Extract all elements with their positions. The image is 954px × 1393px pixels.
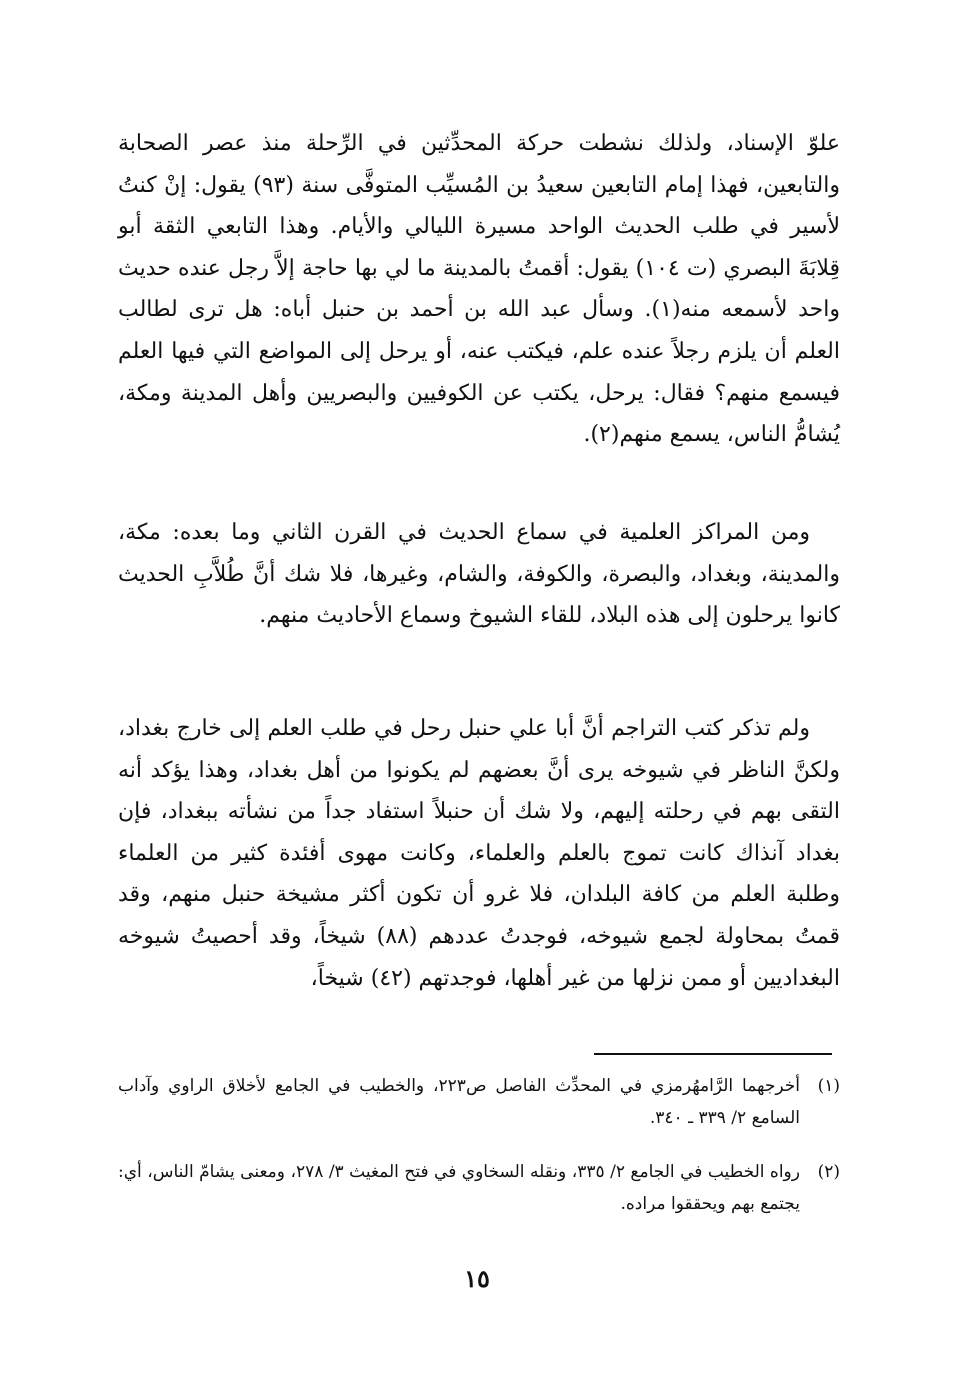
footnote-number: (١) [817,1076,840,1096]
footnote-text: رواه الخطيب في الجامع ٢/ ٣٣٥، ونقله السخاوي في فتح المغيث ٣/ ٢٧٨، ومعنى يشامّ الناس، أي: يجتمع بهم ويحققوا مراده. [118,1162,800,1214]
page-number: ١٥ [464,1264,490,1293]
body-paragraph-1: علوّ الإسناد، ولذلك نشطت حركة المحدِّثين في الرِّحلة منذ عصر الصحابة والتابعين، فهذا إمام التابعين سعيدُ بن المُسيِّب المتوفَّى سنة (٩٣) يقول: إنْ كنتُ لأسير في طلب الحديث الواحد مسيرة الليالي والأيام. وهذا التابعي الثقة أبو قِلابَةَ البصري (ت ١٠٤) يقول: أقمتُ بالمدينة ما لي بها حاجة إلاَّ رجل عنده حديث واحد لأسمعه منه(١). وسأل عبد الله بن أحمد بن حنبل أباه: هل ترى لطالب العلم أن يلزم رجلاً عنده علم، فيكتب عنه، أو يرحل إلى المواضع التي فيها العلم فيسمع منهم؟ فقال: يرحل، يكتب عن الكوفيين والبصريين وأهل المدينة ومكة، يُشامُّ الناس، يسمع منهم(٢). [118,131,841,448]
body-paragraph-3: ولم تذكر كتب التراجم أنَّ أبا علي حنبل رحل في طلب العلم إلى خارج بغداد، ولكنَّ الناظر في شيوخه يرى أنَّ بعضهم لم يكونوا من أهل بغداد، وهذا يؤكد أنه التقى بهم في رحلته إليهم، ولا شك أن حنبلاً استفاد جداً من نشأته ببغداد، فإن بغداد آنذاك كانت تموج بالعلم والعلماء، وكانت مهوى أفئدة كثير من العلماء وطلبة العلم من كافة البلدان، فلا غرو أن تكون أكثر مشيخة حنبل منهم، وقد قمتُ بمحاولة لجمع شيوخه، فوجدتُ عددهم (٨٨) شيخاً، وقد أحصيتُ شيوخه البغداديين أو ممن نزلها من غير أهلها، فوجدتهم (٤٢) شيخاً، [118,716,841,991]
footnote-number: (٢) [817,1162,840,1182]
body-paragraph-2: ومن المراكز العلمية في سماع الحديث في القرن الثاني وما بعده: مكة، والمدينة، وبغداد، والبصرة، والكوفة، والشام، وغيرها، فلا شك أنَّ طُلاَّبِ الحديث كانوا يرحلون إلى هذه البلاد، للقاء الشيوخ وسماع الأحاديث منهم. [118,520,840,629]
footnote-separator [594,1053,832,1055]
footnote-2 [118,1156,840,1220]
footnote-text: أخرجهما الرَّامهُرمزي في المحدِّث الفاصل ص٢٢٣، والخطيب في الجامع لأخلاق الراوي وآداب السامع ٢/ ٣٣٩ ـ ٣٤٠. [118,1076,801,1128]
footnote-1 [118,1070,840,1134]
